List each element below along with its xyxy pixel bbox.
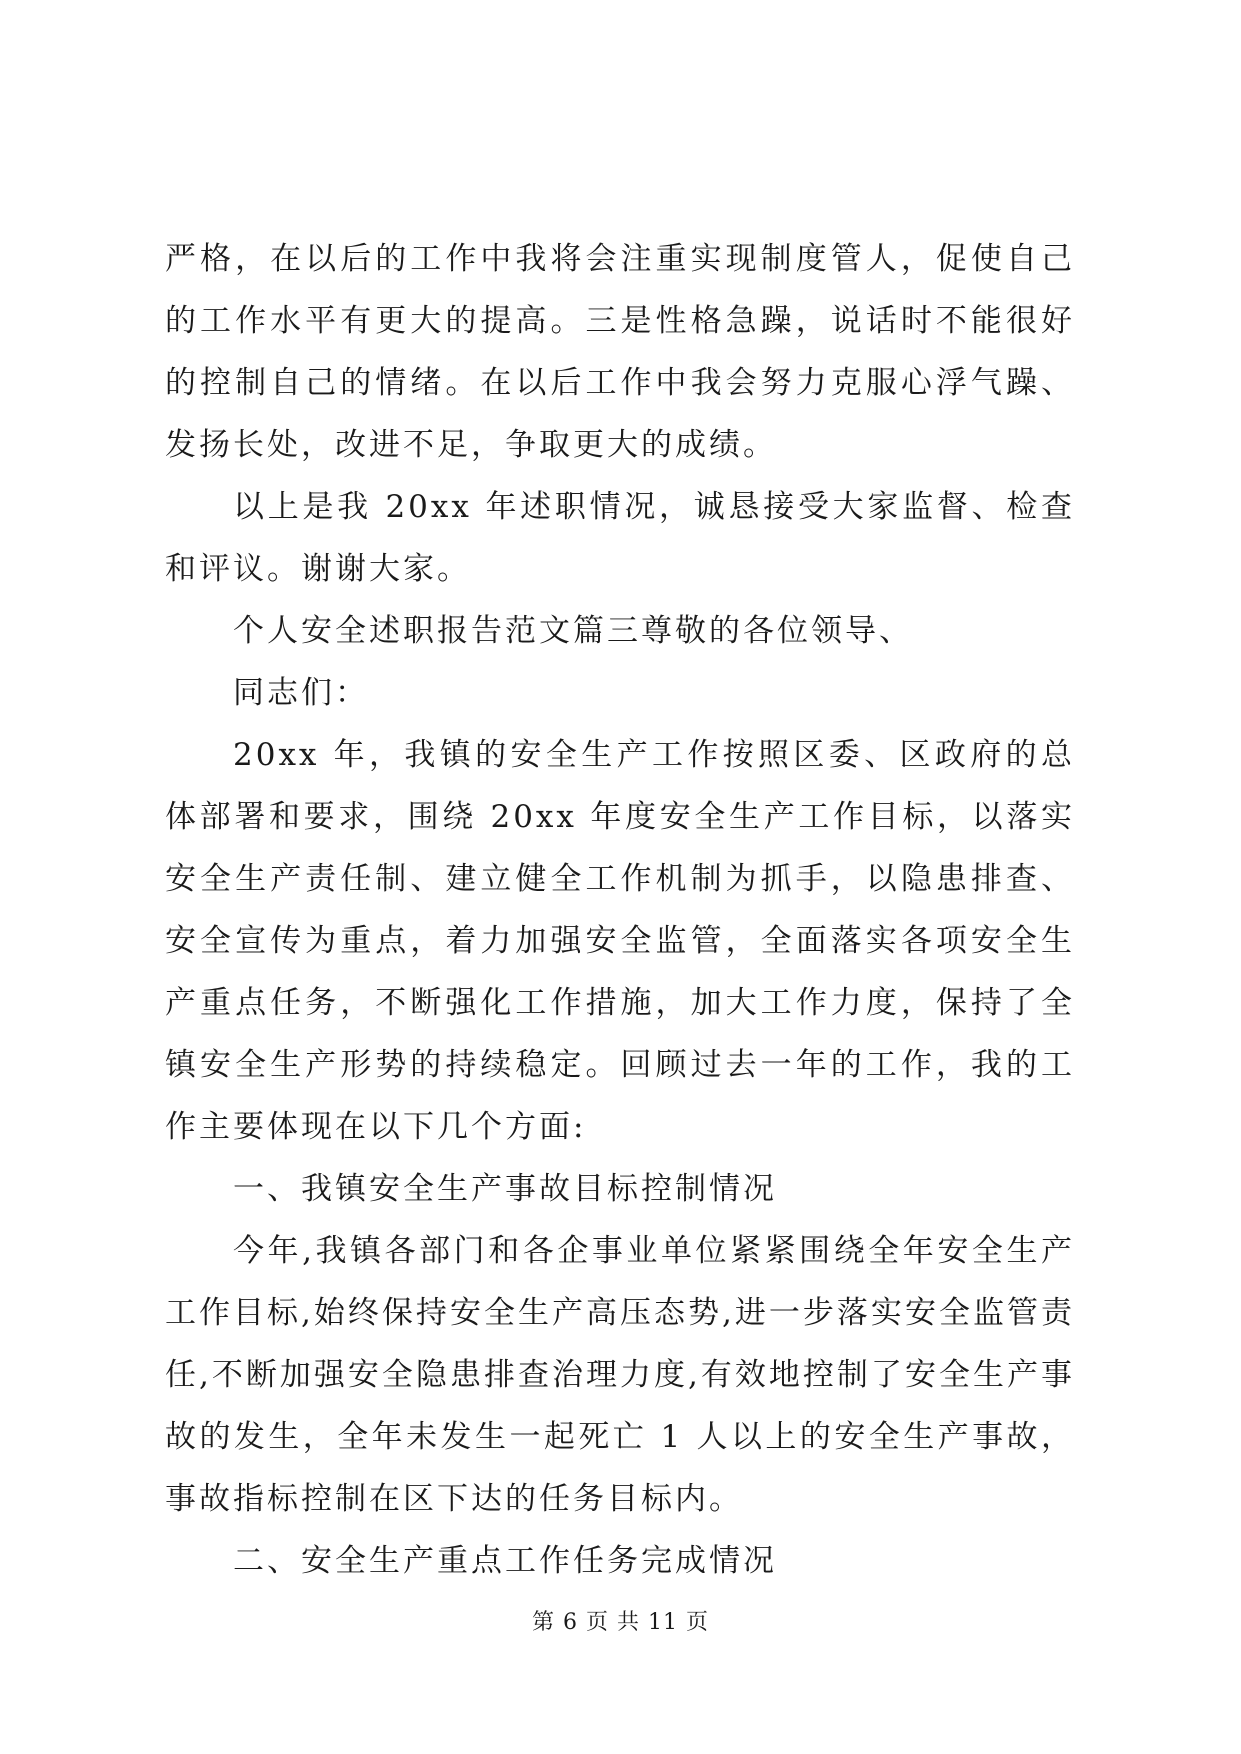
section-heading-2: 二、安全生产重点工作任务完成情况 (233, 1543, 777, 1579)
paragraph-closing-remarks: 以上是我 20xx 年述职情况，诚恳接受大家监督、检查和评议。谢谢大家。 (165, 489, 1075, 587)
paragraph-report-title: 个人安全述职报告范文篇三尊敬的各位领导、 (233, 613, 913, 649)
section-heading-1: 一、我镇安全生产事故目标控制情况 (233, 1171, 777, 1207)
page-footer: 第 6 页 共 11 页 (532, 1610, 709, 1635)
paragraph-salutation: 同志们： (233, 675, 369, 711)
document-body (165, 228, 1075, 1592)
paragraph-accident-control: 今年,我镇各部门和各企事业单位紧紧围绕全年安全生产工作目标,始终保持安全生产高压态势,进一步落实安全监管责任,不断加强安全隐患排查治理力度,有效地控制了安全生产事故的发生，全年未发生一起死亡 1 人以上的安全生产事故，事故指标控制在区下达的任务目标内。 (165, 1233, 1075, 1517)
paragraph-continuation: 严格，在以后的工作中我将会注重实现制度管人，促使自己的工作水平有更大的提高。三是性格急躁，说话时不能很好的控制自己的情绪。在以后工作中我会努力克服心浮气躁、发扬长处，改进不足，争取更大的成绩。 (165, 241, 1075, 463)
paragraph-overview: 20xx 年，我镇的安全生产工作按照区委、区政府的总体部署和要求，围绕 20xx 年度安全生产工作目标，以落实安全生产责任制、建立健全工作机制为抓手，以隐患排查、安全宣传为重点，着力加强安全监管，全面落实各项安全生产重点任务，不断强化工作措施，加大工作力度，保持了全镇安全生产形势的持续稳定。回顾过去一年的工作，我的工作主要体现在以下几个方面: (165, 737, 1075, 1145)
